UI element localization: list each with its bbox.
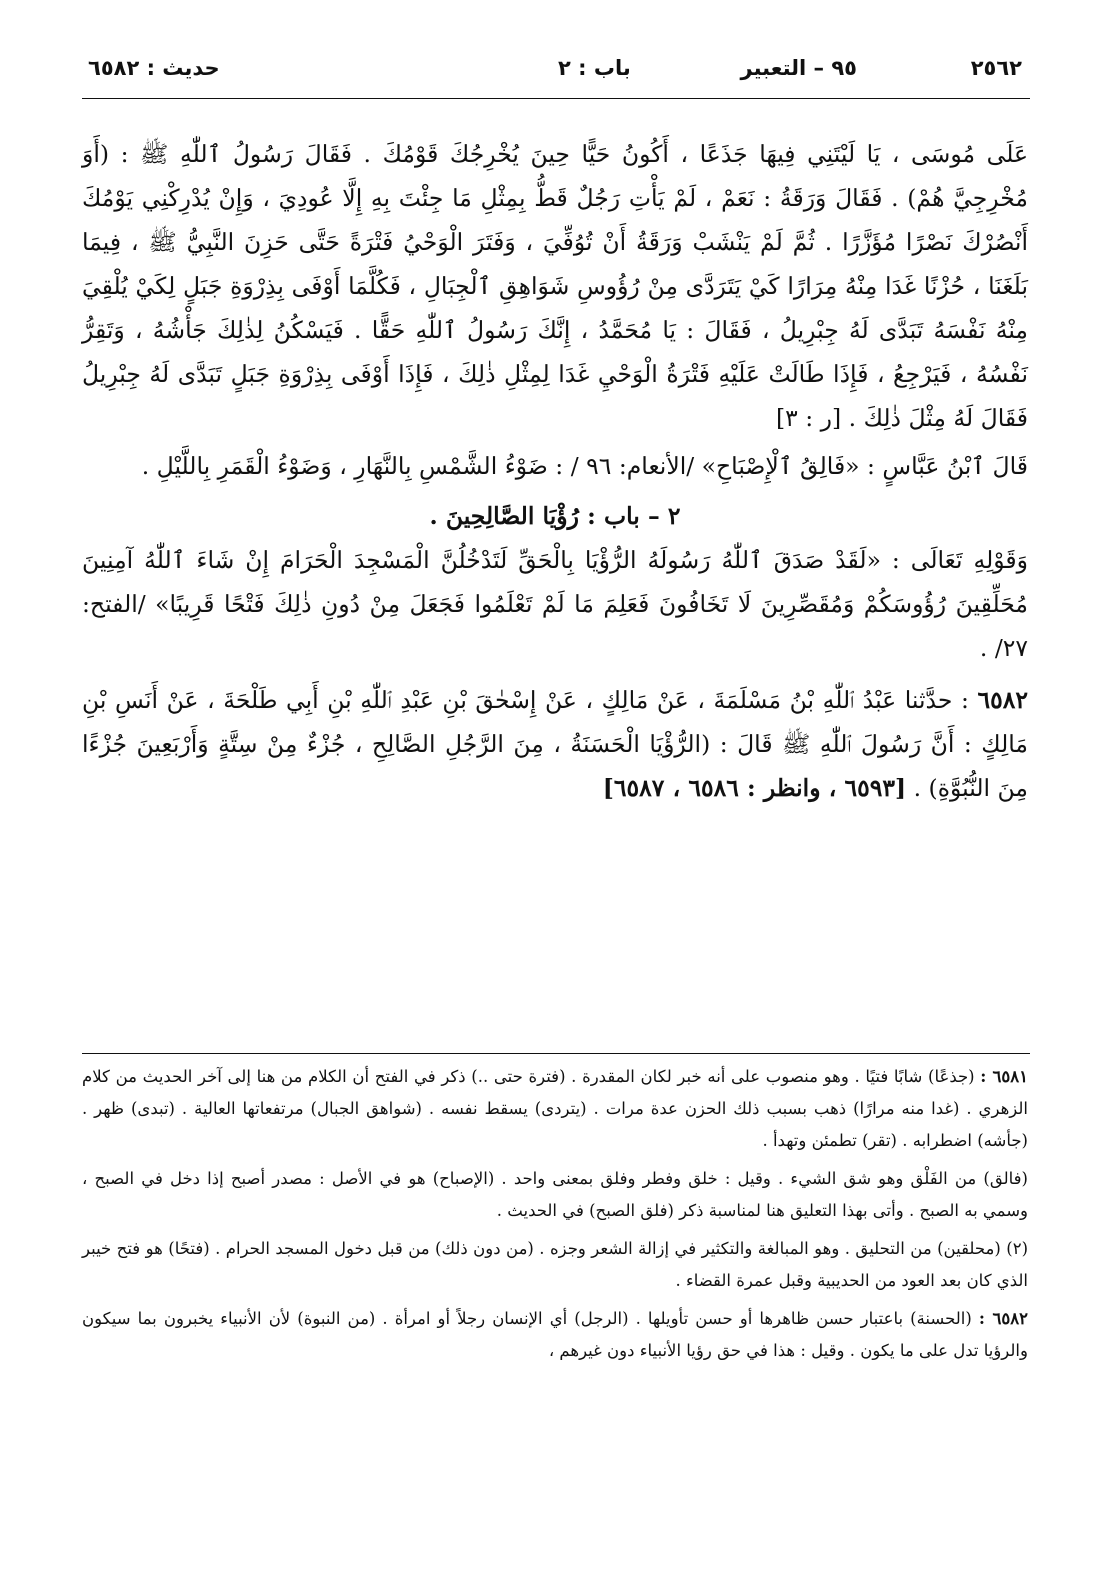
- cross-reference: [ر : ٣]: [775, 404, 842, 432]
- footnotes-divider: [82, 1053, 1030, 1054]
- hadith-continuation-text: عَلَى مُوسَى ، يَا لَيْتَنِي فِيهَا جَذَعًا ، أَكُونُ حَيًّا حِينَ يُخْرِجُكَ قَوْمُكَ . فَقَالَ رَسُولُ ٱللّٰهِ ﷺ : (أَوَ مُخْرِجِيَّ هُمْ) . فَقَالَ وَرَقَةُ : نَعَمْ ، لَمْ يَأْتِ رَجُلٌ قَطُّ بِمِثْلِ مَا جِئْتَ بِهِ إِلَّا عُودِيَ ، وَإِنْ يُدْرِكْنِي يَوْمُكَ أَنْصُرْكَ نَصْرًا مُؤَزَّرًا . ثُمَّ لَمْ يَنْشَبْ وَرَقَةُ أَنْ تُوُفِّيَ ، وَفَتَرَ الْوَحْيُ فَتْرَةً حَتَّى حَزِنَ النَّبِيُّ ﷺ ، فِيمَا بَلَغَنَا ، حُزْنًا غَدَا مِنْهُ مِرَارًا كَيْ يَتَرَدَّى مِنْ رُؤُوسِ شَوَاهِقِ ٱلْجِبَالِ ، فَكُلَّمَا أَوْفَى بِذِرْوَةِ جَبَلٍ لِكَيْ يُلْقِيَ مِنْهُ نَفْسَهُ تَبَدَّى لَهُ جِبْرِيلُ ، فَقَالَ : يَا مُحَمَّدُ ، إِنَّكَ رَسُولُ ٱللّٰهِ حَقًّا . فَيَسْكُنُ لِذٰلِكَ جَأْشُهُ ، وَتَقِرُّ نَفْسُهُ ، فَيَرْجِعُ ، فَإِذَا طَالَتْ عَلَيْهِ فَتْرَةُ الْوَحْيِ غَدَا لِمِثْلِ ذٰلِكَ ، فَإِذَا أَوْفَى بِذِرْوَةِ جَبَلٍ تَبَدَّى لَهُ جِبْرِيلُ فَقَالَ لَهُ مِثْلَ ذٰلِكَ .: [82, 140, 1028, 432]
- cross-reference: [٦٥٩٣ ، وانظر : ٦٥٨٦ ، ٦٥٨٧]: [602, 774, 907, 802]
- footnote-text: (الحسنة) باعتبار حسن ظاهرها أو حسن تأويلها . (الرجل) أي الإنسان رجلاً أو امرأة . (من النبوة) لأن الأنبياء يخبرون بما سيكون والرؤيا تدل على ما يكون . وقيل : هذا في حق رؤيا الأنبياء دون غيرهم ،: [82, 1309, 1028, 1360]
- footnote-bab-2: (٢) (محلقين) من التحليق . وهو المبالغة والتكثير في إزالة الشعر وجزه . (من دون ذلك) من قبل دخول المسجد الحرام . (فتحًا) هو فتح خيبر الذي كان بعد العود من الحديبية وقبل عمرة القضاء .: [82, 1239, 1028, 1290]
- footnote-faliq: (فالق) من الفَلْق وهو شق الشيء . وقيل : خلق وفطر وفلق بمعنى واحد . (الإصباح) هو في الأصل : مصدر أصبح إذا دخل في الصبح ، وسمي به الصبح . وأتى بهذا التعليق هنا لمناسبة ذكر (فلق الصبح) في الحديث .: [82, 1169, 1028, 1220]
- hadith-text: : حدَّثنا عَبْدُ ٱللّٰهِ بْنُ مَسْلَمَةَ ، عَنْ مَالِكٍ ، عَنْ إِسْحٰقَ بْنِ عَبْدِ ٱللّٰهِ بْنِ أَبِي طَلْحَةَ ، عَنْ أَنَسِ بْنِ مَالِكٍ : أَنَّ رَسُولَ ٱللّٰهِ ﷺ قَالَ : (الرُّؤْيَا الْحَسَنَةُ ، مِنَ الرَّجُلِ الصَّالِحِ ، جُزْءٌ مِنْ سِتَّةٍ وَأَرْبَعِينَ جُزْءًا مِنَ النُّبُوَّةِ) .: [82, 686, 1028, 802]
- footnote-6582: [82, 1303, 1028, 1367]
- ibn-abbas-commentary: قَالَ ٱبْنُ عَبَّاسٍ : «فَالِقُ ٱلْإِصْبَاحِ» /الأنعام: ٩٦ / : ضَوْءُ الشَّمْسِ بِالنَّهَارِ ، وَضَوْءُ الْقَمَرِ بِاللَّيْلِ .: [141, 452, 1028, 480]
- hadith-6582: [82, 678, 1028, 810]
- footnotes: [82, 1061, 1028, 1367]
- running-header: [88, 50, 1022, 94]
- footnote-number: ٦٥٨٢ :: [978, 1309, 1028, 1328]
- hadith-continuation: [82, 132, 1028, 440]
- main-text: [82, 132, 1028, 810]
- hadith-number: ٦٥٨٢: [977, 686, 1028, 714]
- hadith-reference: حديث : ٦٥٨٢: [88, 56, 220, 80]
- bab-reference: باب : ٢: [558, 56, 631, 80]
- footnote-number: ٦٥٨١ :: [980, 1067, 1028, 1086]
- bab-title: ٢ – باب : رُؤْيَا الصَّالِحِينَ .: [429, 502, 681, 530]
- header-divider: [82, 98, 1030, 99]
- quran-verse-paragraph: وَقَوْلِهِ تَعَالَى : «لَقَدْ صَدَقَ ٱللّٰهُ رَسُولَهُ الرُّؤْيَا بِالْحَقِّ لَتَدْخُلُنَّ الْمَسْجِدَ الْحَرَامَ إِنْ شَاءَ ٱللّٰهُ آمِنِينَ مُحَلِّقِينَ رُؤُوسَكُمْ وَمُقَصِّرِينَ لَا تَخَافُونَ فَعَلِمَ مَا لَمْ تَعْلَمُوا فَجَعَلَ مِنْ دُونِ ذٰلِكَ فَتْحًا قَرِيبًا» /الفتح: ٢٧/ .: [82, 546, 1028, 662]
- footnote-text: (جذعًا) شابًا فتيًا . وهو منصوب على أنه خبر لكان المقدرة . (فترة حتى ..) ذكر في الفتح أن الكلام من هنا إلى آخر الحديث من كلام الزهري . (غدا منه مرارًا) ذهب بسبب ذلك الحزن عدة مرات . (يتردى) يسقط نفسه . (شواهق الجبال) مرتفعاتها العالية . (تبدى) ظهر . (جأشه) اضطرابه . (تقر) تطمئن وتهدأ .: [82, 1067, 1028, 1150]
- footnote-6581: [82, 1061, 1028, 1157]
- chapter-title: ٩٥ – التعبير: [740, 56, 857, 80]
- page-number: ٢٥٦٢: [970, 56, 1022, 80]
